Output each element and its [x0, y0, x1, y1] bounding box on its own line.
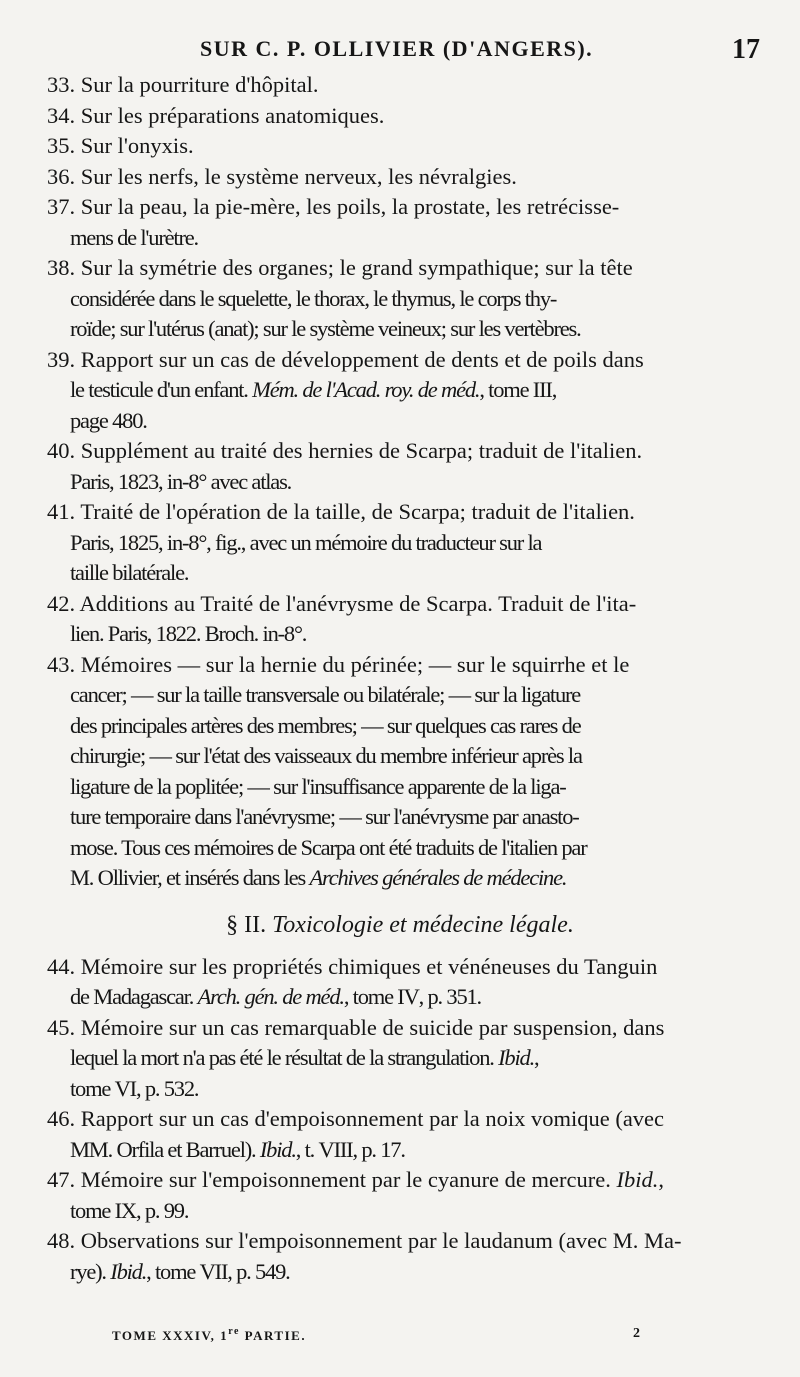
- page-number: 17: [732, 34, 760, 65]
- entry-47-text: ,: [658, 1167, 664, 1192]
- entry-41-line-1: 41. Traité de l'opération de la taille, de Scarpa; traduit de l'italien.: [47, 499, 635, 524]
- entry-35-line-1: 35. Sur l'onyxis.: [47, 133, 194, 158]
- entry-41-line-2: Paris, 1825, in-8°, fig., avec un mémoire du traducteur sur la: [70, 529, 542, 555]
- entry-44-text: de Madagascar.: [70, 984, 198, 1009]
- entry-34-line-1: 34. Sur les préparations anatomiques.: [47, 102, 385, 128]
- entry-36-line-1: 36. Sur les nerfs, le système nerveux, les névralgies.: [47, 163, 517, 189]
- entry-45-line-1: 45. Mémoire sur un cas remarquable de suicide par suspension, dans: [47, 1014, 665, 1040]
- entry-46-text: , t.: [295, 1136, 319, 1162]
- entry-46-line-2: [47, 1135, 755, 1166]
- entry-43-line-2: cancer; — sur la taille transversale ou bilatérale; — sur la ligature: [70, 682, 581, 707]
- entry-37-line-2: mens de l'urètre.: [70, 224, 198, 250]
- entry-45-text: tome: [70, 1075, 115, 1101]
- entry-36: [47, 162, 755, 193]
- volume-number: VIII: [318, 1136, 353, 1162]
- entry-44-text: , p. 351.: [418, 984, 481, 1009]
- journal-reference: Ibid.: [259, 1136, 296, 1162]
- entry-48-text: rye).: [70, 1258, 111, 1284]
- entry-42-line-2: lien. Paris, 1822. Broch. in-8°.: [70, 621, 307, 646]
- entry-37: [47, 192, 755, 253]
- entry-43-line-4: chirurgie; — sur l'état des vaisseaux du membre inférieur après la: [70, 743, 582, 768]
- entries-33-38: [0, 70, 800, 345]
- journal-reference: Ibid.: [498, 1045, 535, 1070]
- entry-40: [47, 436, 755, 497]
- entry-45-line-3: [47, 1074, 755, 1105]
- entry-47: [47, 1165, 755, 1226]
- entry-45-text: , p. 532.: [135, 1075, 199, 1101]
- page-footer: [0, 1322, 800, 1352]
- entry-46: [47, 1104, 755, 1165]
- entry-43-text: M. Ollivier, et insérés dans les: [70, 865, 310, 890]
- entry-35: [47, 131, 755, 162]
- entry-46-line-1: 46. Rapport sur un cas d'empoisonnement par la noix vomique (avec: [47, 1106, 665, 1131]
- entry-38: [47, 253, 755, 345]
- entry-47-text: tome: [70, 1197, 115, 1223]
- entry-45-line-2: [47, 1043, 755, 1074]
- journal-reference: Mém. de l'Acad. roy. de méd.: [252, 377, 480, 402]
- entry-38-line-1: 38. Sur la symétrie des organes; le grand sympathique; sur la tête: [47, 255, 633, 280]
- entry-47-line-1: [47, 1165, 755, 1196]
- entry-43: [47, 650, 755, 894]
- signature-text: TOME XXXIV, 1: [112, 1328, 229, 1343]
- entry-40-line-1: 40. Supplément au traité des hernies de Scarpa; traduit de l'italien.: [47, 438, 643, 463]
- entry-48-text: , tome: [146, 1258, 200, 1284]
- journal-reference: Archives générales de médecine.: [309, 865, 567, 890]
- entry-44-text: , tome: [343, 984, 398, 1009]
- entry-33-line-1: 33. Sur la pourriture d'hôpital.: [47, 72, 319, 97]
- entry-43-line-5: ligature de la poplitée; — sur l'insuffisance apparente de la liga-: [70, 773, 566, 799]
- entry-42-line-1: 42. Additions au Traité de l'anévrysme de Scarpa. Traduit de l'ita-: [47, 590, 637, 616]
- section-heading: [0, 908, 800, 942]
- sheet-signature-mark: 2: [633, 1326, 642, 1341]
- section-mark: § II.: [226, 911, 267, 938]
- volume-number: IV: [397, 984, 419, 1009]
- entry-44-line-1: 44. Mémoire sur les propriétés chimiques et vénéneuses du Tanguin: [47, 953, 658, 979]
- entry-38-line-3: roïde; sur l'utérus (anat); sur le système veineux; sur les vertèbres.: [70, 316, 581, 341]
- entry-39-line-2: [47, 375, 755, 406]
- volume-number: VI: [114, 1075, 136, 1101]
- entries-40-42: [0, 436, 800, 650]
- entry-39: [47, 345, 755, 437]
- journal-reference: Ibid.: [110, 1258, 147, 1284]
- entry-43-line-3: des principales artères des membres; — sur quelques cas rares de: [70, 712, 581, 738]
- entry-39-text: ,: [551, 377, 557, 402]
- entry-33: [47, 70, 755, 101]
- journal-reference: Ibid.: [616, 1167, 659, 1192]
- entry-47-text: 47. Mémoire sur l'empoisonnement par le cyanure de mercure.: [47, 1167, 617, 1192]
- entry-37-line-1: 37. Sur la peau, la pie-mère, les poils, la prostate, les retrécisse-: [47, 194, 620, 219]
- entry-48-line-2: [47, 1257, 755, 1288]
- entry-45: [47, 1013, 755, 1105]
- entry-41: [47, 497, 755, 589]
- entry-39-line-1: 39. Rapport sur un cas de développement de dents et de poils dans: [47, 346, 644, 372]
- entry-34: [47, 101, 755, 132]
- entry-47-text: , p. 99.: [135, 1197, 189, 1223]
- entry-46-text: MM. Orfila et Barruel).: [70, 1136, 260, 1162]
- entry-44: [47, 952, 755, 1013]
- entry-38-line-2: considérée dans le squelette, le thorax, le thymus, le corps thy-: [70, 285, 557, 311]
- entry-48-text: , p. 549.: [227, 1258, 290, 1284]
- journal-reference: Arch. gén. de méd.: [197, 984, 344, 1009]
- volume-number: III: [532, 377, 552, 402]
- entry-47-line-2: [47, 1196, 755, 1227]
- volume-signature: [112, 1326, 306, 1344]
- entry-43-line-8: [47, 863, 755, 894]
- entry-46-text: , p. 17.: [352, 1136, 405, 1162]
- bibliography-list: [0, 70, 800, 1287]
- entry-39-text: le testicule d'un enfant.: [70, 377, 253, 402]
- volume-number: VII: [199, 1258, 228, 1284]
- entry-45-text: lequel la mort n'a pas été le résultat de la strangulation.: [70, 1045, 499, 1070]
- entry-43-line-6: ture temporaire dans l'anévrysme; — sur l'anévrysme par anasto-: [70, 804, 579, 829]
- entry-48: [47, 1226, 755, 1287]
- entry-41-line-3: taille bilatérale.: [70, 560, 189, 585]
- running-title: SUR C. P. OLLIVIER (D'ANGERS).: [200, 36, 594, 61]
- page-header: [0, 30, 800, 70]
- signature-superscript: re: [228, 1326, 240, 1337]
- volume-number: IX: [114, 1197, 136, 1223]
- entry-43-line-1: 43. Mémoires — sur la hernie du périnée; — sur le squirrhe et le: [47, 651, 630, 677]
- entry-45-text: ,: [534, 1045, 539, 1070]
- entry-48-line-1: 48. Observations sur l'empoisonnement par le laudanum (avec M. Ma-: [47, 1228, 682, 1253]
- entry-42: [47, 589, 755, 650]
- entry-40-line-2: Paris, 1823, in-8° avec atlas.: [70, 468, 292, 494]
- entry-39-text: , tome: [479, 377, 533, 402]
- entry-44-line-2: [47, 982, 755, 1013]
- signature-text: PARTIE.: [239, 1328, 307, 1343]
- entry-43-line-7: mose. Tous ces mémoires de Scarpa ont été traduits de l'italien par: [70, 834, 587, 860]
- section-title: Toxicologie et médecine légale.: [272, 911, 574, 938]
- entry-39-line-3: page 480.: [70, 407, 147, 433]
